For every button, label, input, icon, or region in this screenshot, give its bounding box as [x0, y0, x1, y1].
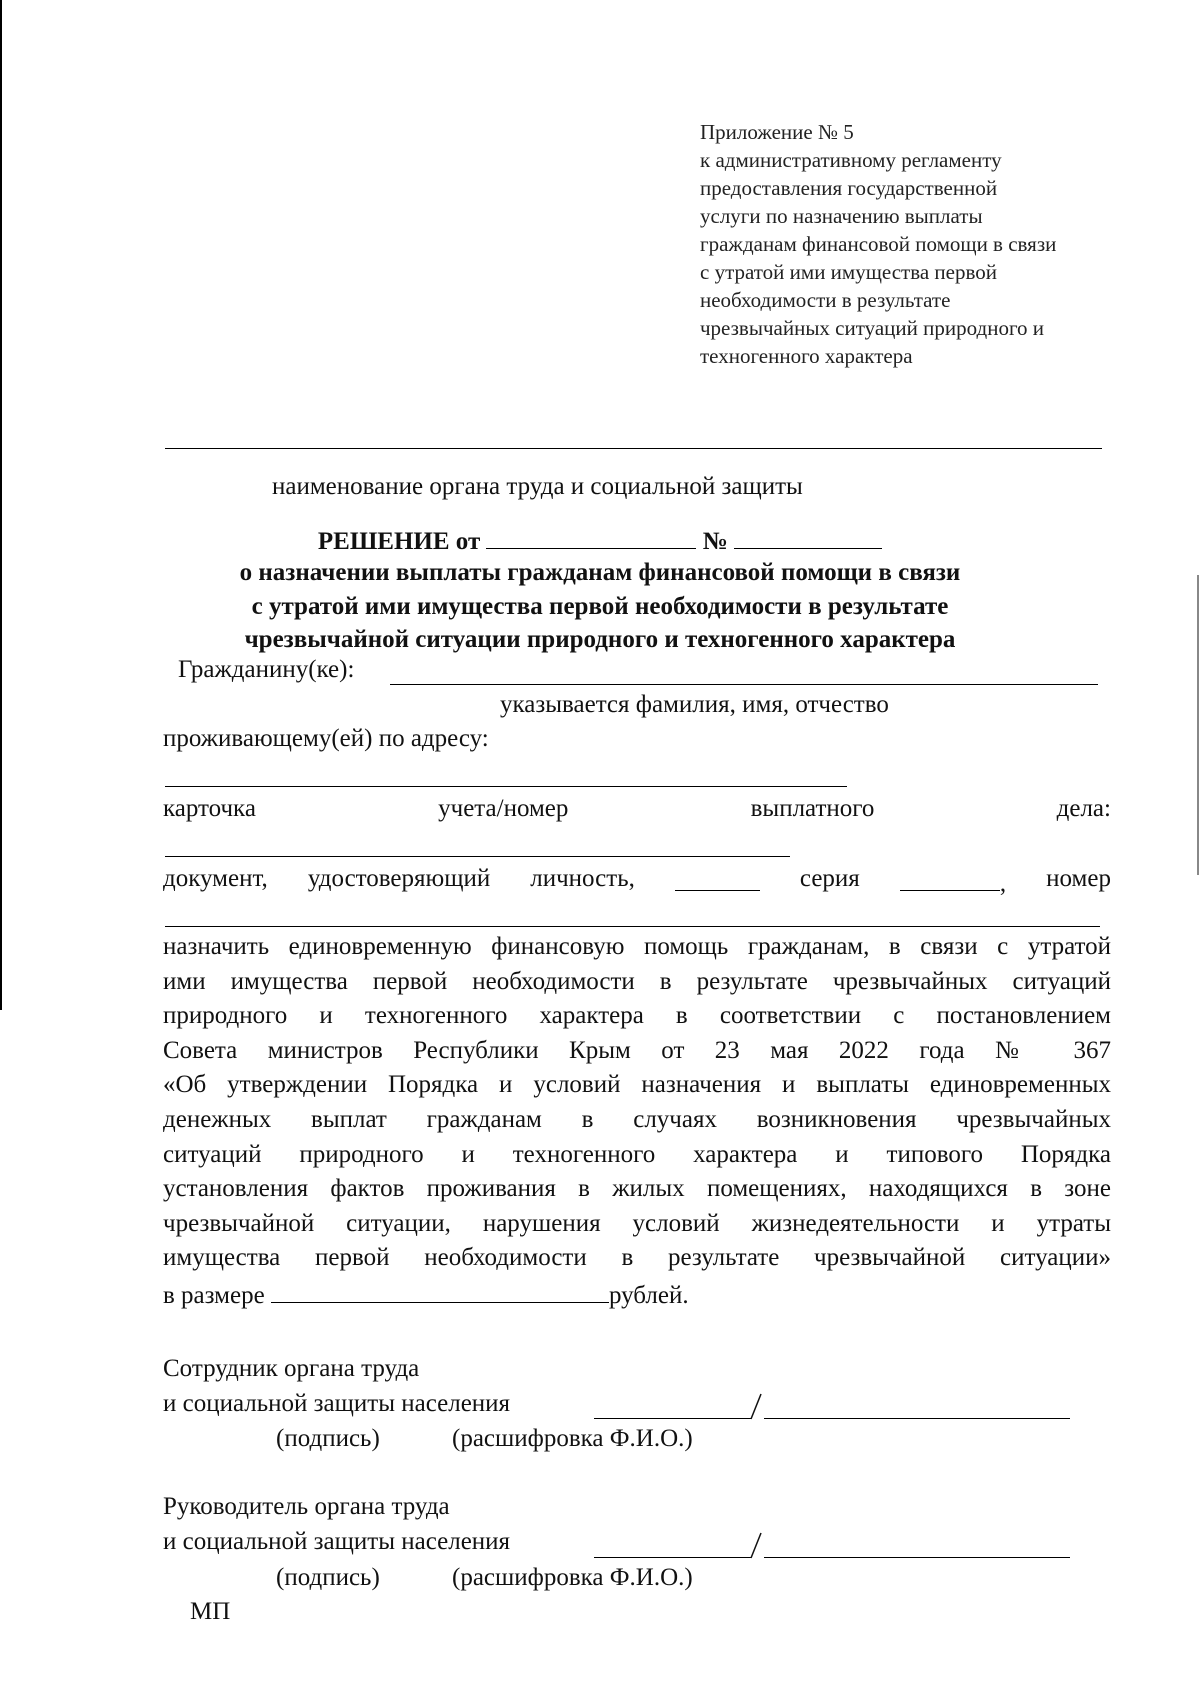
- amount-line: [163, 1276, 1111, 1311]
- card-word: карточка: [163, 795, 256, 822]
- decision-number-label: №: [702, 528, 728, 555]
- card-row: [163, 794, 1111, 824]
- signature-field[interactable]: [594, 1557, 751, 1558]
- address-field[interactable]: [165, 786, 847, 787]
- title-line: чрезвычайной ситуации природного и техногенного характера: [244, 626, 956, 653]
- signer-title-line: и социальной защиты населения: [163, 1528, 511, 1555]
- appendix-line: гражданам финансовой помощи в связи: [700, 232, 1057, 256]
- name-decode-field[interactable]: [764, 1418, 1070, 1419]
- body-line: ситуаций природного и техногенного характера и типового Порядка: [163, 1140, 1111, 1168]
- appendix-line: необходимости в результате: [700, 288, 951, 312]
- card-word: дела:: [1056, 795, 1111, 822]
- body-line: ими имущества первой необходимости в результате чрезвычайных ситуаций: [163, 967, 1111, 995]
- appendix-line: предоставления государственной: [700, 176, 998, 200]
- document-word: удостоверяющий: [307, 865, 491, 892]
- series-field[interactable]: [900, 864, 1000, 891]
- decision-number-field[interactable]: [734, 522, 882, 549]
- appendix-line: чрезвычайных ситуаций природного и: [700, 316, 1045, 340]
- appendix-line: услуги по назначению выплаты: [700, 204, 983, 228]
- page-edge-line: [0, 0, 2, 1010]
- citizen-label: Гражданину(ке):: [178, 656, 355, 683]
- body-line: назначить единовременную финансовую помощь гражданам, в связи с утратой: [163, 933, 1111, 960]
- series-group: [900, 864, 1006, 899]
- document-word: документ,: [163, 865, 268, 892]
- appendix-line: техногенного характера: [700, 344, 913, 368]
- document-word: личность,: [530, 865, 635, 892]
- signer-title-line: Руководитель органа труда: [163, 1493, 450, 1520]
- signature-field[interactable]: [594, 1418, 751, 1419]
- signer-title-line: Сотрудник органа труда: [163, 1355, 420, 1382]
- amount-field[interactable]: [271, 1276, 609, 1303]
- body-line: «Об утверждении Порядка и условий назначения и выплаты единовременных: [163, 1071, 1111, 1099]
- card-word: выплатного: [750, 795, 875, 822]
- slash-separator: [749, 1393, 763, 1420]
- decision-date-field[interactable]: [486, 522, 696, 549]
- document-row: [163, 864, 1111, 899]
- name-decode-caption: (расшифровка Ф.И.О.): [452, 1425, 693, 1452]
- document-number-field[interactable]: [165, 926, 1100, 927]
- series-label: серия: [799, 865, 860, 892]
- amount-suffix: рублей.: [608, 1281, 689, 1309]
- name-decode-field[interactable]: [764, 1557, 1070, 1558]
- stamp-label: МП: [190, 1598, 231, 1625]
- title-line: о назначении выплаты гражданам финансовой помощи в связи: [239, 559, 961, 586]
- appendix-line: с утратой ими имущества первой: [700, 260, 998, 284]
- citizen-caption: указывается фамилия, имя, отчество: [500, 691, 889, 718]
- series-comma: ,: [999, 870, 1007, 897]
- number-label: номер: [1046, 865, 1111, 892]
- body-line: имущества первой необходимости в результате чрезвычайной ситуации»: [163, 1244, 1111, 1272]
- decision-heading: [0, 522, 1200, 557]
- body-line: денежных выплат гражданам в случаях возникновения чрезвычайных: [163, 1105, 1111, 1133]
- signature-caption: (подпись): [276, 1564, 380, 1591]
- slash-separator: [749, 1532, 763, 1559]
- address-label: проживающему(ей) по адресу:: [163, 725, 489, 752]
- body-line: Совета министров Республики Крым от 23 мая 2022 года № 367: [163, 1036, 1111, 1064]
- card-word: учета/номер: [438, 795, 569, 822]
- card-number-field[interactable]: [165, 856, 790, 857]
- body-line: установления фактов проживания в жилых помещениях, находящихся в зоне: [163, 1175, 1111, 1203]
- body-line: чрезвычайной ситуации, нарушения условий жизнедеятельности и утраты: [163, 1209, 1111, 1237]
- name-decode-caption: (расшифровка Ф.И.О.): [452, 1564, 693, 1591]
- signer-title-line: и социальной защиты населения: [163, 1390, 511, 1417]
- decision-label: РЕШЕНИЕ от: [317, 528, 481, 555]
- appendix-block: [700, 118, 1120, 370]
- signature-caption: (подпись): [276, 1425, 380, 1452]
- authority-name-field[interactable]: [165, 448, 1102, 449]
- body-line: природного и техногенного характера в соответствии с постановлением: [163, 1002, 1111, 1030]
- title-line: с утратой ими имущества первой необходимости в результате: [251, 593, 949, 620]
- amount-prefix: в размере: [163, 1281, 265, 1309]
- appendix-line: к административному регламенту: [700, 148, 1002, 172]
- document-type-field[interactable]: [675, 864, 760, 891]
- authority-caption: наименование органа труда и социальной защиты: [272, 473, 803, 500]
- decision-body: [163, 930, 1111, 1311]
- appendix-line: Приложение № 5: [700, 120, 854, 144]
- citizen-name-field[interactable]: [390, 684, 1098, 685]
